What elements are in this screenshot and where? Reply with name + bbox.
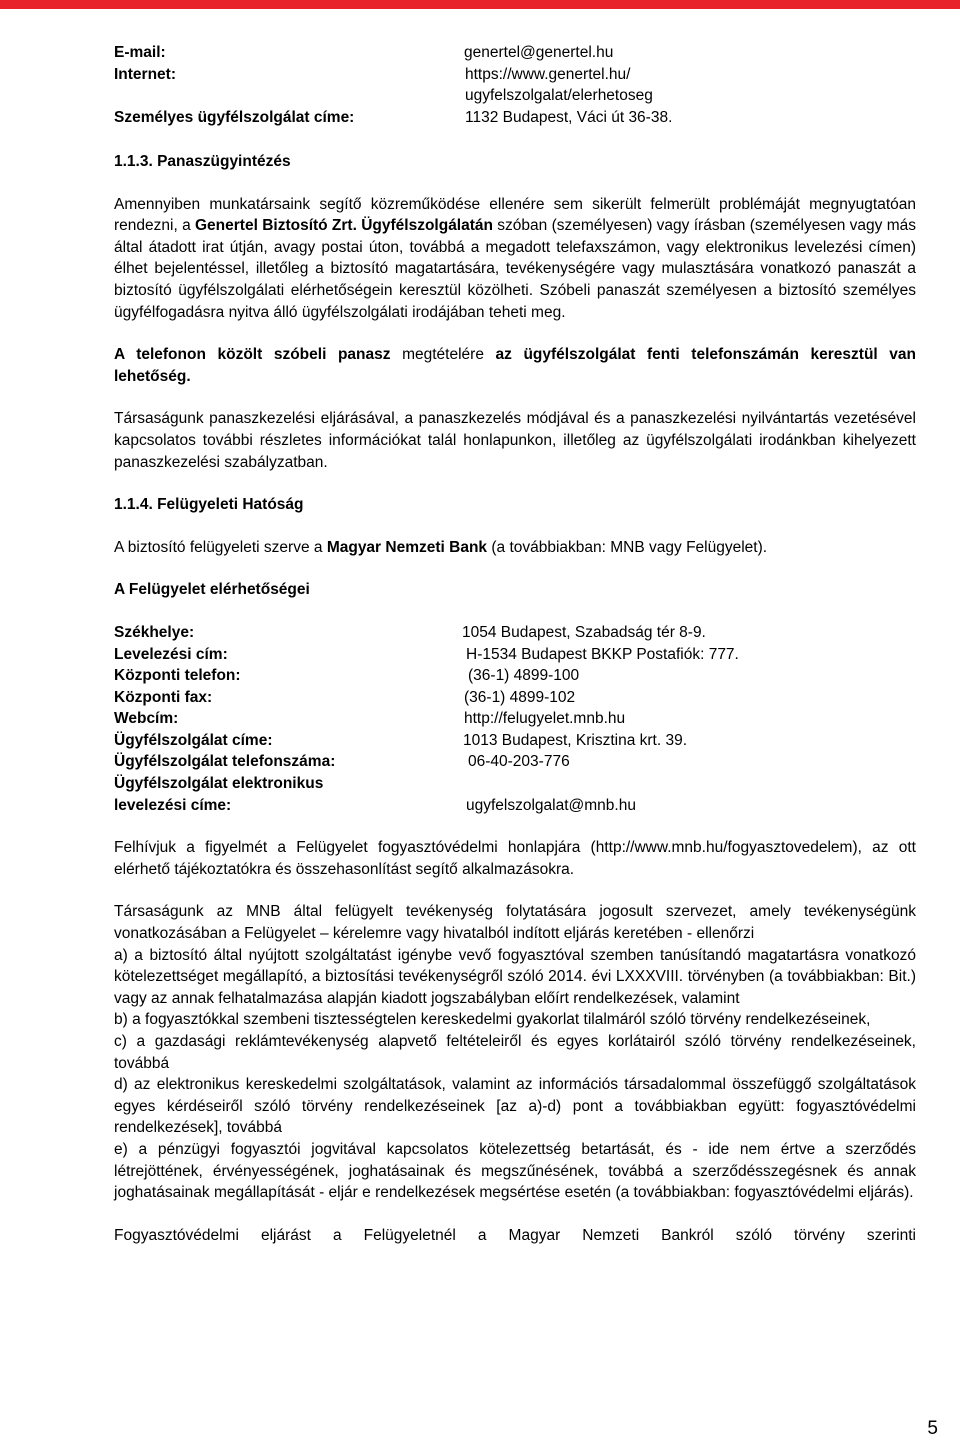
text-run-bold: Genertel Biztosító Zrt. Ügyfélszolgálatán [195,217,493,235]
mnb-row [114,730,916,752]
complaint-paragraph [114,194,916,324]
mnb-label: Ügyfélszolgálat elektronikus [114,775,324,793]
complaint-procedure-paragraph: Társaságunk panaszkezelési eljárásával, a panaszkezelés módjával és a panaszkezelési nyilvántartás vezetésével kapcsolatos további részletes információkat talál honlapunkon, illetőleg az ügyfélszolgálati irodánkban kihelyezett panaszkezelési szabályzatban. [114,410,916,471]
text-run-bold: az ügyfélszolgálat fenti telefonszámán keresztül van lehetőség. [114,346,916,385]
mnb-value-web[interactable]: http://felugyelet.mnb.hu [464,710,626,728]
supervisor-paragraph [114,537,916,559]
mnb-label: levelezési címe: [114,796,232,814]
mnb-row [114,622,916,644]
contact-value-address: 1132 Budapest, Váci út 36-38. [465,108,673,126]
text-run-bold: Magyar Nemzeti Bank [326,538,488,556]
mnb-row [114,665,916,687]
page-number: 5 [927,1418,938,1439]
mnb-value: (36-1) 4899-100 [468,667,580,685]
contact-label: Internet: [114,65,176,83]
top-accent-bar [0,0,960,9]
text-run: szóban (személyesen) vagy írásban (személyesen vagy más által átadott irat útján, avagy postai úton, továbbá a megadott telefaxszámon, vagy elektronikus levelezési címen) élhet bejelentéssel, illetőleg a biztosító magatartására, tevékenységére vagy mulasztására vonatkozó panaszát a biztosító ügyfélszolgálati elérhetőségein keresztül közölheti. Szóbeli panaszát személyesen a biztosító személyes ügyfélfogadásra nyitva álló ügyfélszolgálati irodájában teheti meg. [114,217,916,321]
text-run: Amennyiben munkatársaink segítő közreműködése ellenére sem sikerült felmerült problémáját megnyugtatóan rendezni, a [114,195,916,235]
mnb-value-email[interactable]: ugyfelszolgalat@mnb.hu [466,796,636,814]
list-item-d: d) az elektronikus kereskedelmi szolgáltatások, valamint az információs társadalommal összefüggő szolgáltatások egyes kérdéseiről szóló törvény rendelkezéseinek [az a)-d) pont a továbbiakban együtt: fogyasztóvédelmi rendelkezések], továbbá [114,1076,916,1137]
mnb-value: 1054 Budapest, Szabadság tér 8-9. [462,623,706,641]
mnb-contacts [114,622,916,816]
consumer-info-paragraph: Felhívjuk a figyelmét a Felügyelet fogyasztóvédelmi honlapjára (http://www.mnb.hu/fogyasztovedelem), az ott elérhető tájékoztatókra és összehasonlítást segítő alkalmazásokra. [114,839,916,878]
mnb-label: Központi telefon: [114,667,241,685]
contact-value-internet[interactable]: https://www.genertel.hu/ [465,65,631,83]
contact-value-email[interactable]: genertel@genertel.hu [464,44,614,61]
contact-row-internet [114,64,916,86]
mnb-value: (36-1) 4899-102 [464,688,576,706]
mnb-label: Webcím: [114,710,179,728]
text-run: (a továbbiakban: MNB vagy Felügyelet). [487,538,768,556]
supervisor-contacts-heading: A Felügyelet elérhetőségei [114,581,310,599]
section-heading-113: 1.1.3. Panaszügyintézés [114,153,291,170]
contact-value-internet-cont[interactable]: ugyfelszolgalat/elerhetoseg [465,87,653,105]
mnb-row [114,795,916,817]
mnb-value: 1013 Budapest, Krisztina krt. 39. [463,731,688,749]
mnb-row [114,773,916,795]
mnb-label: Ügyfélszolgálat címe: [114,731,273,749]
contact-row-internet-cont [114,85,916,107]
contact-row-address [114,107,916,129]
mnb-label: Ügyfélszolgálat telefonszáma: [114,753,336,771]
text-run: A biztosító felügyeleti szerve a [114,538,327,556]
mnb-row [114,687,916,709]
mnb-label: Központi fax: [114,688,213,706]
list-item-c: c) a gazdasági reklámtevékenység alapvető feltételeiről és egyes korlátairól szóló törvény rendelkezéseinek, továbbá [114,1033,916,1072]
section-heading-114: 1.1.4. Felügyeleti Hatóság [114,496,304,514]
mnb-label: Levelezési cím: [114,645,228,663]
mnb-value: H-1534 Budapest BKKP Postafiók: 777. [466,645,739,663]
mnb-row [114,751,916,773]
mnb-row [114,644,916,666]
list-item-b: b) a fogyasztókkal szembeni tisztességtelen kereskedelmi gyakorlat tilalmáról szóló törvény rendelkezéseinek, [114,1011,871,1029]
last-paragraph: Fogyasztóvédelmi eljárást a Felügyeletnél a Magyar Nemzeti Bankról szóló törvény szerinti [114,1226,916,1244]
contact-row-email [114,42,916,64]
mnb-value: 06-40-203-776 [468,753,570,771]
mnb-row [114,708,916,730]
mnb-intro-paragraph: Társaságunk az MNB által felügyelt tevékenység folytatására jogosult szervezet, amely tevékenységünk vonatkozásában a Felügyelet – kérelemre vagy hivatalból indított eljárás keretében - ellenőrzi [114,903,916,943]
mnb-label: Székhelye: [114,623,195,641]
contact-label: E-mail: [114,44,166,61]
list-item-e: e) a pénzügyi fogyasztói jogvitával kapcsolatos kötelezettség betartását, és - ide nem értve a szerződés létrejöttének, érvényességének, joghatásainak és megszűnésének, továbbá a szerződésszegésnek és annak joghatásainak megállapítását - eljár e rendelkezések megsértése esetén (a továbbiakban: fogyasztóvédelmi eljárás). [114,1140,916,1202]
text-run: megtételére [390,346,496,364]
document-page [114,42,916,1246]
genertel-contacts [114,42,916,130]
text-run-bold: A telefonon közölt szóbeli panasz [114,346,391,364]
phone-complaint-paragraph [114,344,916,387]
contact-label: Személyes ügyfélszolgálat címe: [114,108,355,126]
list-item-a: a) a biztosító által nyújtott szolgáltatást igénybe vevő fogyasztóval szemben tanúsítandó magatartásra vonatkozó kötelezettséget megállapító, a biztosítási tevékenységről szóló 2014. évi LXXXVIII. törvényben (a továbbiakban: Bit.) vagy az annak felhatalmazása alapján kiadott jogszabályban előírt rendelkezések, valamint [114,946,916,1007]
